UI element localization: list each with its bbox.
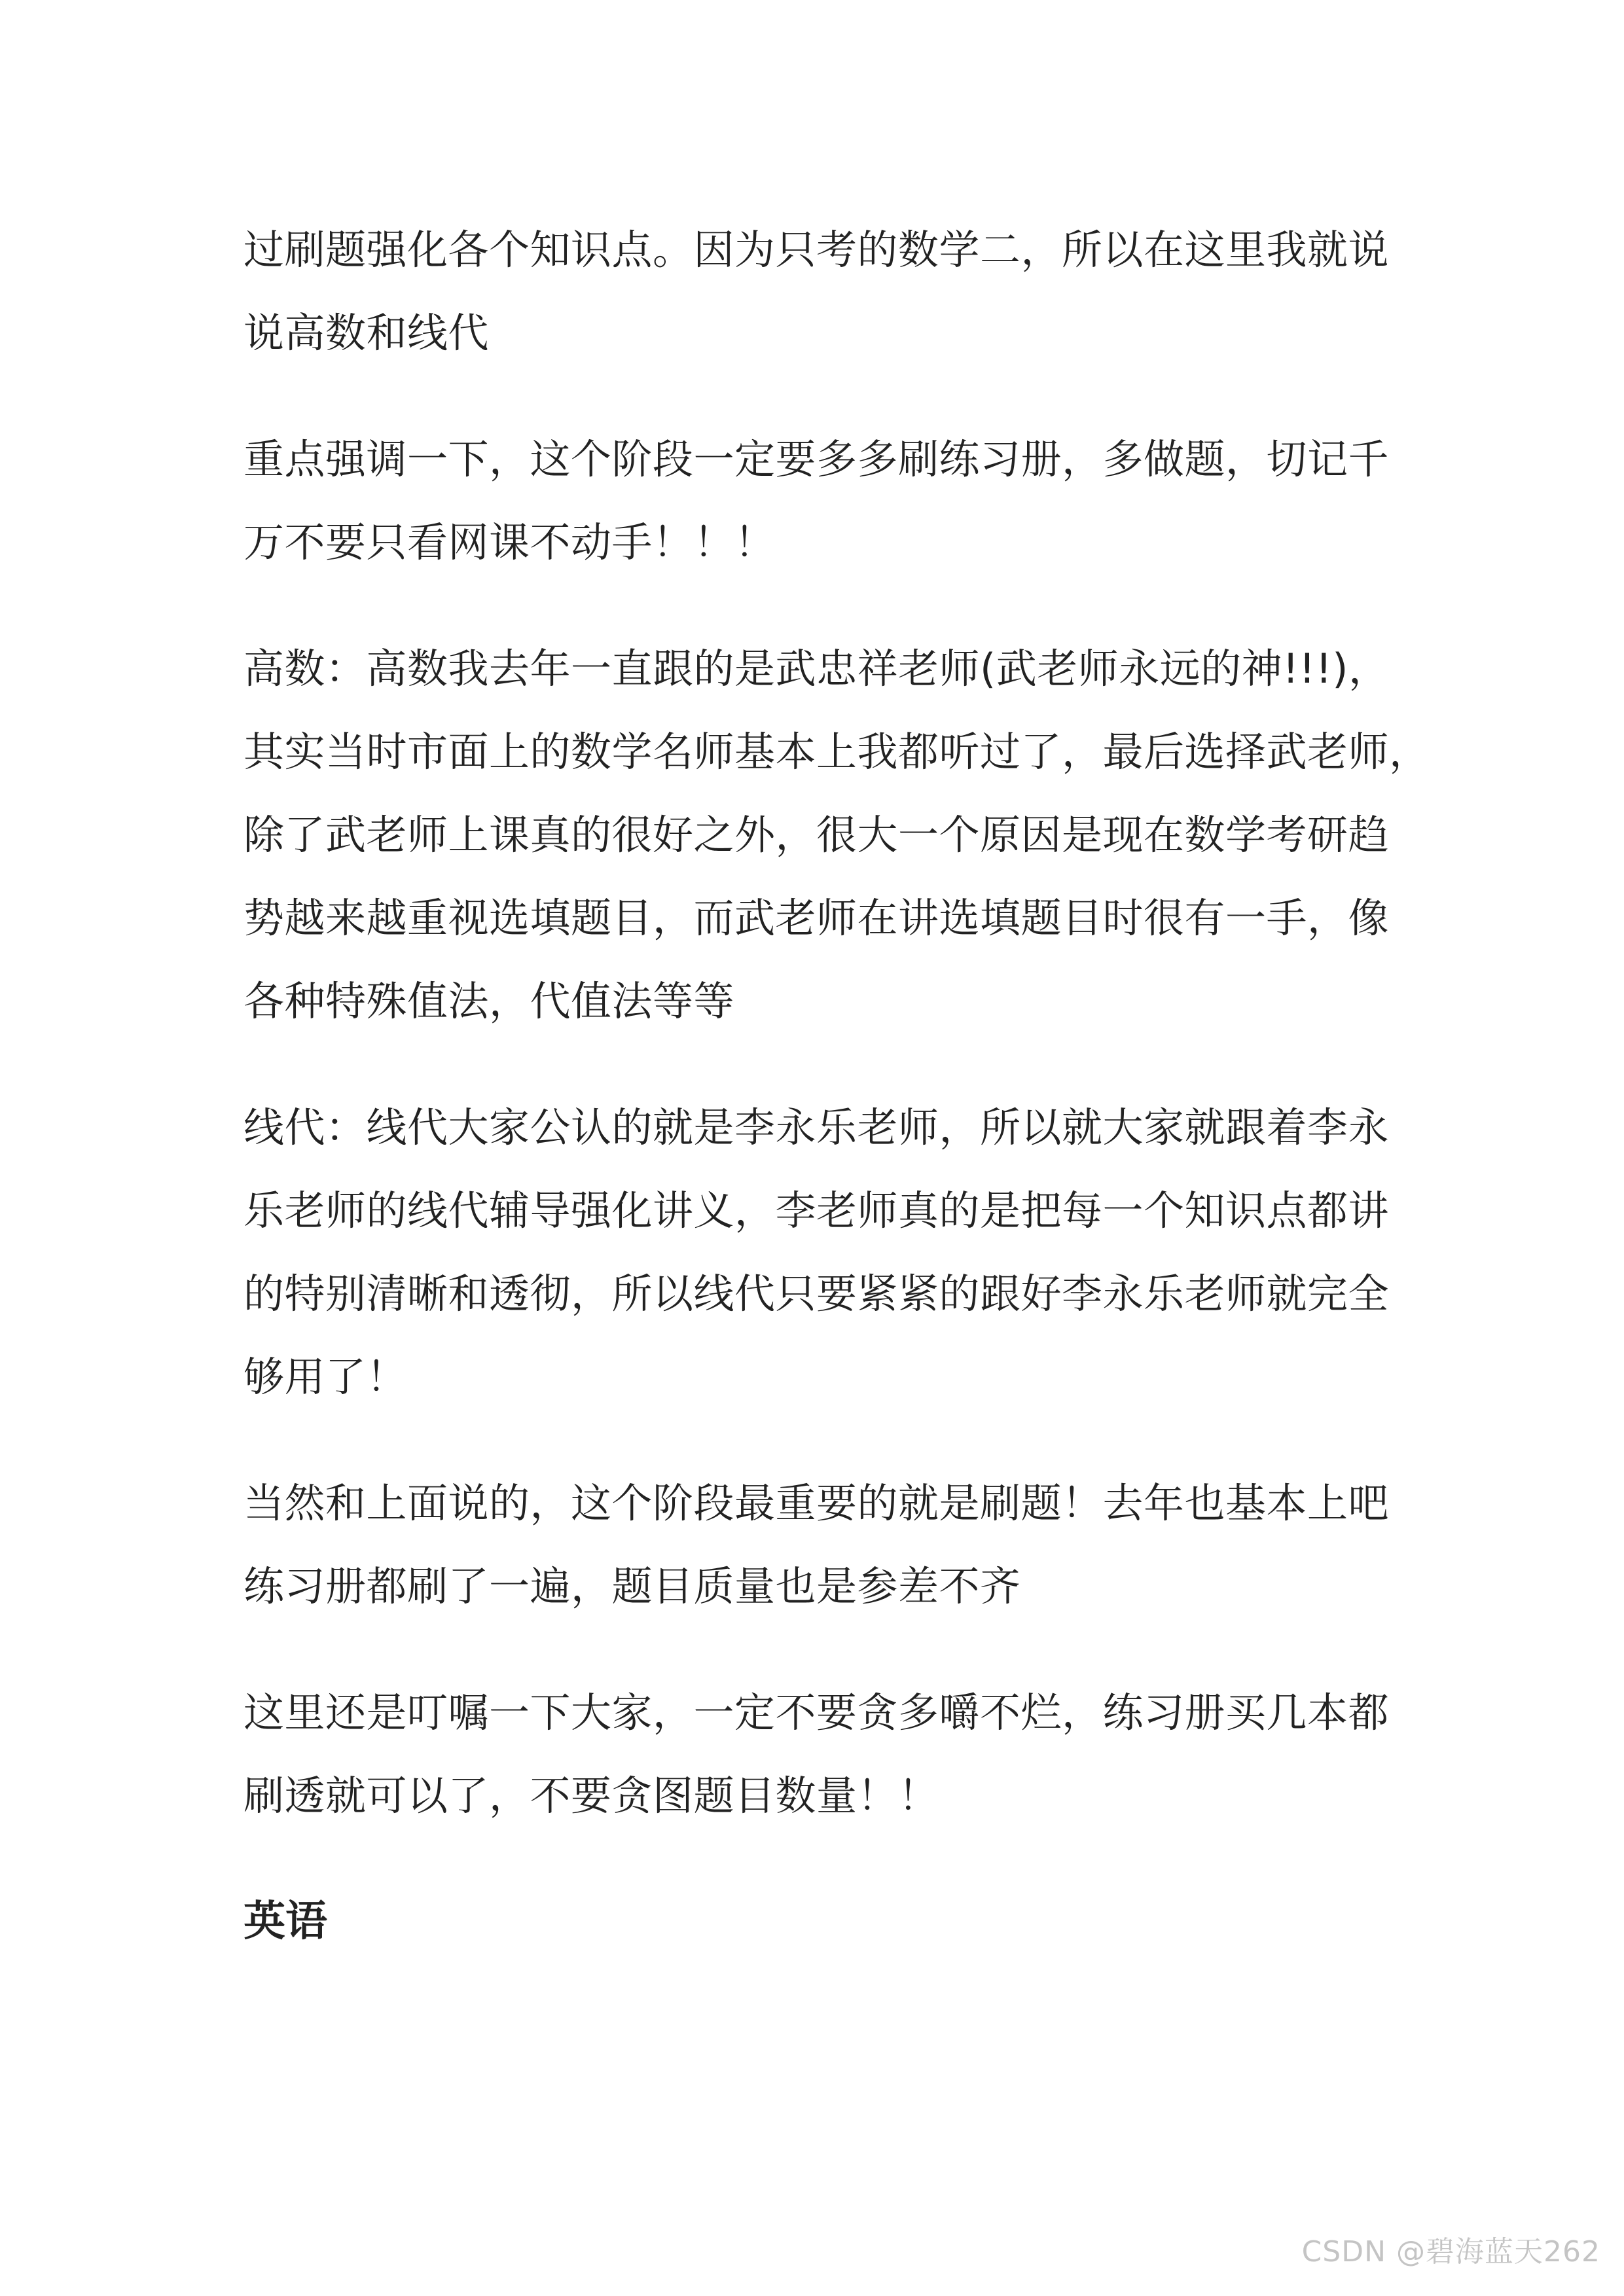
paragraph-calculus <box>244 627 1430 1043</box>
watermark: CSDN @碧海蓝天262 <box>1301 2235 1600 2269</box>
section-heading-english: 英语 <box>244 1897 327 1946</box>
paragraph-math-intro <box>244 208 1390 374</box>
text-line: 的特别清晰和透彻，所以线代只要紧紧的跟好李永乐老师就完全 <box>244 1270 1390 1318</box>
text-line: 够用了！ <box>244 1353 408 1401</box>
text-line: 除了武老师上课真的很好之外，很大一个原因是现在数学考研趋 <box>244 811 1390 859</box>
text-line: 过刷题强化各个知识点。因为只考的数学二，所以在这里我就说 <box>244 226 1390 274</box>
paragraph-emphasis <box>244 418 1390 584</box>
paragraph-linear-algebra <box>244 1086 1390 1418</box>
text-line: 练习册都刷了一遍，题目质量也是参差不齐 <box>244 1562 1021 1610</box>
article-body <box>244 208 1430 1964</box>
text-line: 当然和上面说的，这个阶段最重要的就是刷题！去年也基本上吧 <box>244 1479 1390 1527</box>
text-line: 这里还是叮嘱一下大家，一定不要贪多嚼不烂，练习册买几本都 <box>244 1689 1390 1736</box>
paragraph-advice <box>244 1671 1390 1837</box>
text-line: 万不要只看网课不动手！！！ <box>244 518 776 566</box>
text-line: 刷透就可以了，不要贪图题目数量！！ <box>244 1772 939 1820</box>
text-line: 各种特殊值法，代值法等等 <box>244 977 735 1025</box>
text-line: 线代：线代大家公认的就是李永乐老师，所以就大家就跟着李永 <box>244 1103 1390 1151</box>
paragraph-practice <box>244 1462 1390 1628</box>
text-line: 势越来越重视选填题目，而武老师在讲选填题目时很有一手，像 <box>244 894 1390 942</box>
text-line: 说高数和线代 <box>244 309 490 357</box>
text-line: 其实当时市面上的数学名师基本上我都听过了，最后选择武老师， <box>244 728 1430 776</box>
text-line: 乐老师的线代辅导强化讲义，李老师真的是把每一个知识点都讲 <box>244 1187 1390 1234</box>
text-line: 高数：高数我去年一直跟的是武忠祥老师(武老师永远的神!!!)， <box>244 645 1390 692</box>
text-line: 重点强调一下，这个阶段一定要多多刷练习册，多做题，切记千 <box>244 435 1390 483</box>
